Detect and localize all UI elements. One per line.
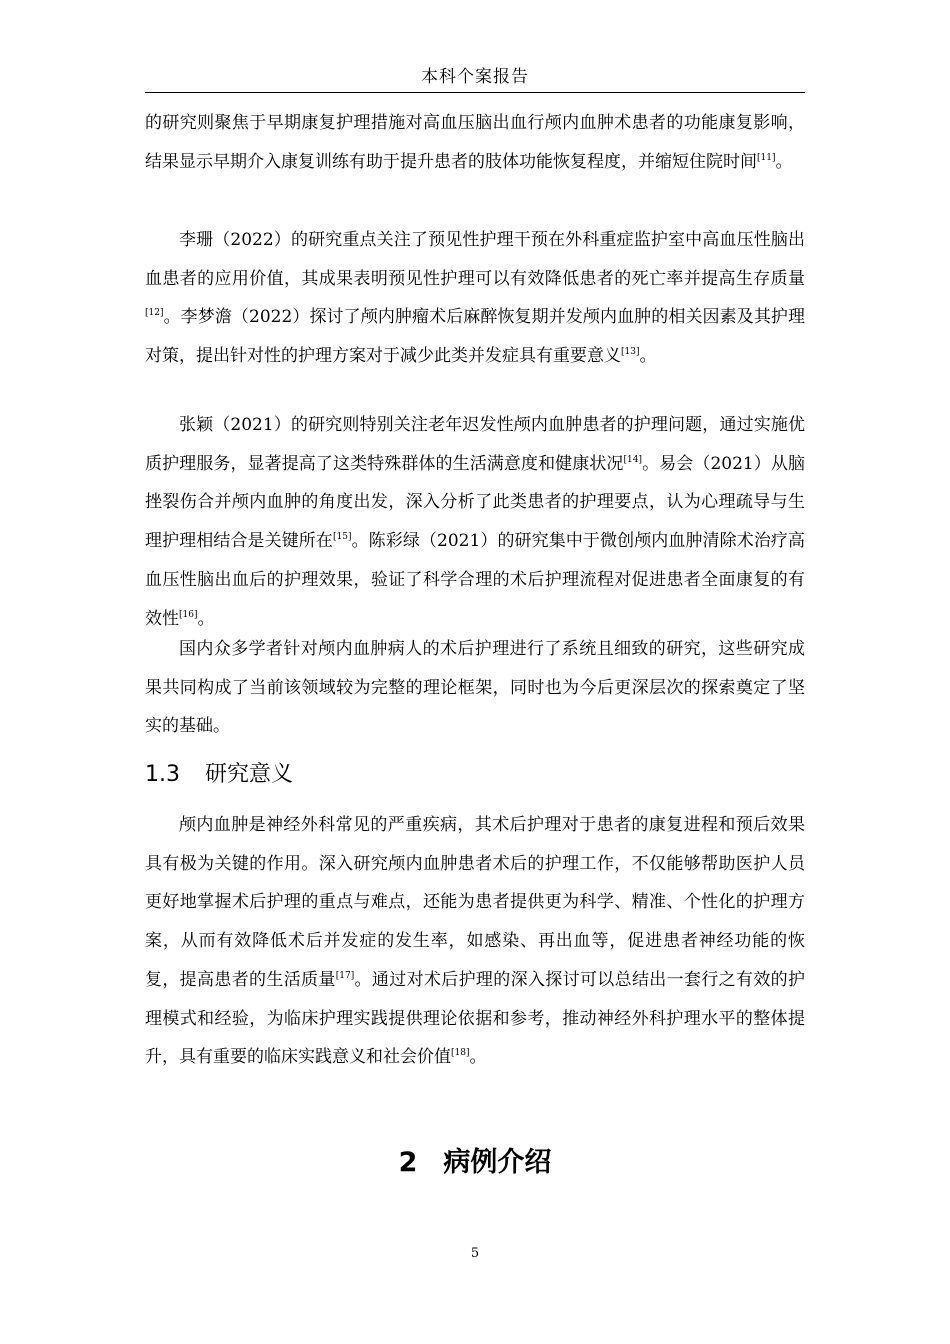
paragraph-text: 。陈彩绿（2021）的研究集中于微创颅内血肿清除术治疗高血压性脑出血后的护理效果，验证了科学合理的术后护理流程对促进患者全面康复的有效性 [145, 531, 806, 629]
citation-ref: [11] [757, 152, 776, 163]
paragraph-text: 李珊（2022）的研究重点关注了预见性护理干预在外科重症监护室中高血压性脑出血患者的应用价值，其成果表明预见性护理可以有效降低患者的死亡率并提高生存质量 [145, 230, 805, 289]
page-header: 本科个案报告 [145, 62, 805, 93]
paragraph-text: 。 [197, 608, 215, 629]
chapter-heading [0, 1140, 950, 1186]
paragraph-text: 国内众多学者针对颅内血肿病人的术后护理进行了系统且细致的研究，这些研究成果共同构成了当前该领域较为完整的理论框架，同时也为今后更深层次的探索奠定了坚实的基础。 [145, 639, 805, 737]
paragraph-text: 的研究则聚焦于早期康复护理措施对高血压脑出血行颅内血肿术患者的功能康复影响，结果显示早期介入康复训练有助于提升患者的肢体功能恢复程度，并缩短住院时间 [145, 113, 805, 172]
paragraph-text: 。 [469, 1047, 487, 1068]
body-paragraph [145, 104, 805, 181]
paragraph-text: 。易会（2021）从脑挫裂伤合并颅内血肿的角度出发，深入分析了此类患者的护理要点，认为心理疏导与生理护理相结合是关键所在 [145, 453, 806, 552]
section-number: 1.3 [145, 762, 180, 787]
chapter-number: 2 [398, 1147, 418, 1178]
citation-ref: [14] [623, 454, 643, 465]
section-paragraph [145, 806, 805, 1077]
body-paragraph [145, 630, 805, 746]
body-paragraph [145, 221, 805, 376]
citation-ref: [13] [621, 347, 640, 358]
paragraph-text: 。李梦澹（2022）探讨了颅内肿瘤术后麻醉恢复期并发颅内血肿的相关因素及其护理对策，提出针对性的护理方案对于减少此类并发症具有重要意义 [145, 307, 805, 367]
chapter-title: 病例介绍 [443, 1147, 552, 1178]
paragraph-text: 颅内血肿是神经外科常见的严重疾病，其术后护理对于患者的康复进程和预后效果具有极为关键的作用。深入研究颅内血肿患者术后的护理工作，不仅能够帮助医护人员更好地掌握术后护理的重点与难点，还能为患者提供更为科学、精准、个性化的护理方案，从而有效降低术后并发症的发生率，如感染、再出血等，促进患者神经功能的恢复，提高患者的生活质量 [145, 815, 805, 990]
section-heading [145, 752, 293, 798]
paragraph-text: 张颖（2021）的研究则特别关注老年迟发性颅内血肿患者的护理问题，通过实施优质护理服务，显著提高了这类特殊群体的生活满意度和健康状况 [145, 415, 805, 474]
citation-ref: [17] [335, 970, 355, 981]
citation-ref: [16] [179, 609, 198, 620]
paragraph-text: 。 [639, 346, 657, 367]
body-paragraph [145, 406, 805, 638]
citation-ref: [15] [333, 532, 352, 543]
section-title: 研究意义 [205, 762, 294, 787]
citation-ref: [12] [145, 308, 164, 319]
paragraph-text: 。通过对术后护理的深入探讨可以总结出一套行之有效的护理模式和经验，为临床护理实践提供理论依据和参考，推动神经外科护理水平的整体提升，具有重要的临床实践意义和社会价值 [145, 969, 806, 1068]
citation-ref: [18] [451, 1048, 470, 1059]
page-number: 5 [470, 1246, 480, 1261]
paragraph-text: 。 [775, 151, 793, 172]
